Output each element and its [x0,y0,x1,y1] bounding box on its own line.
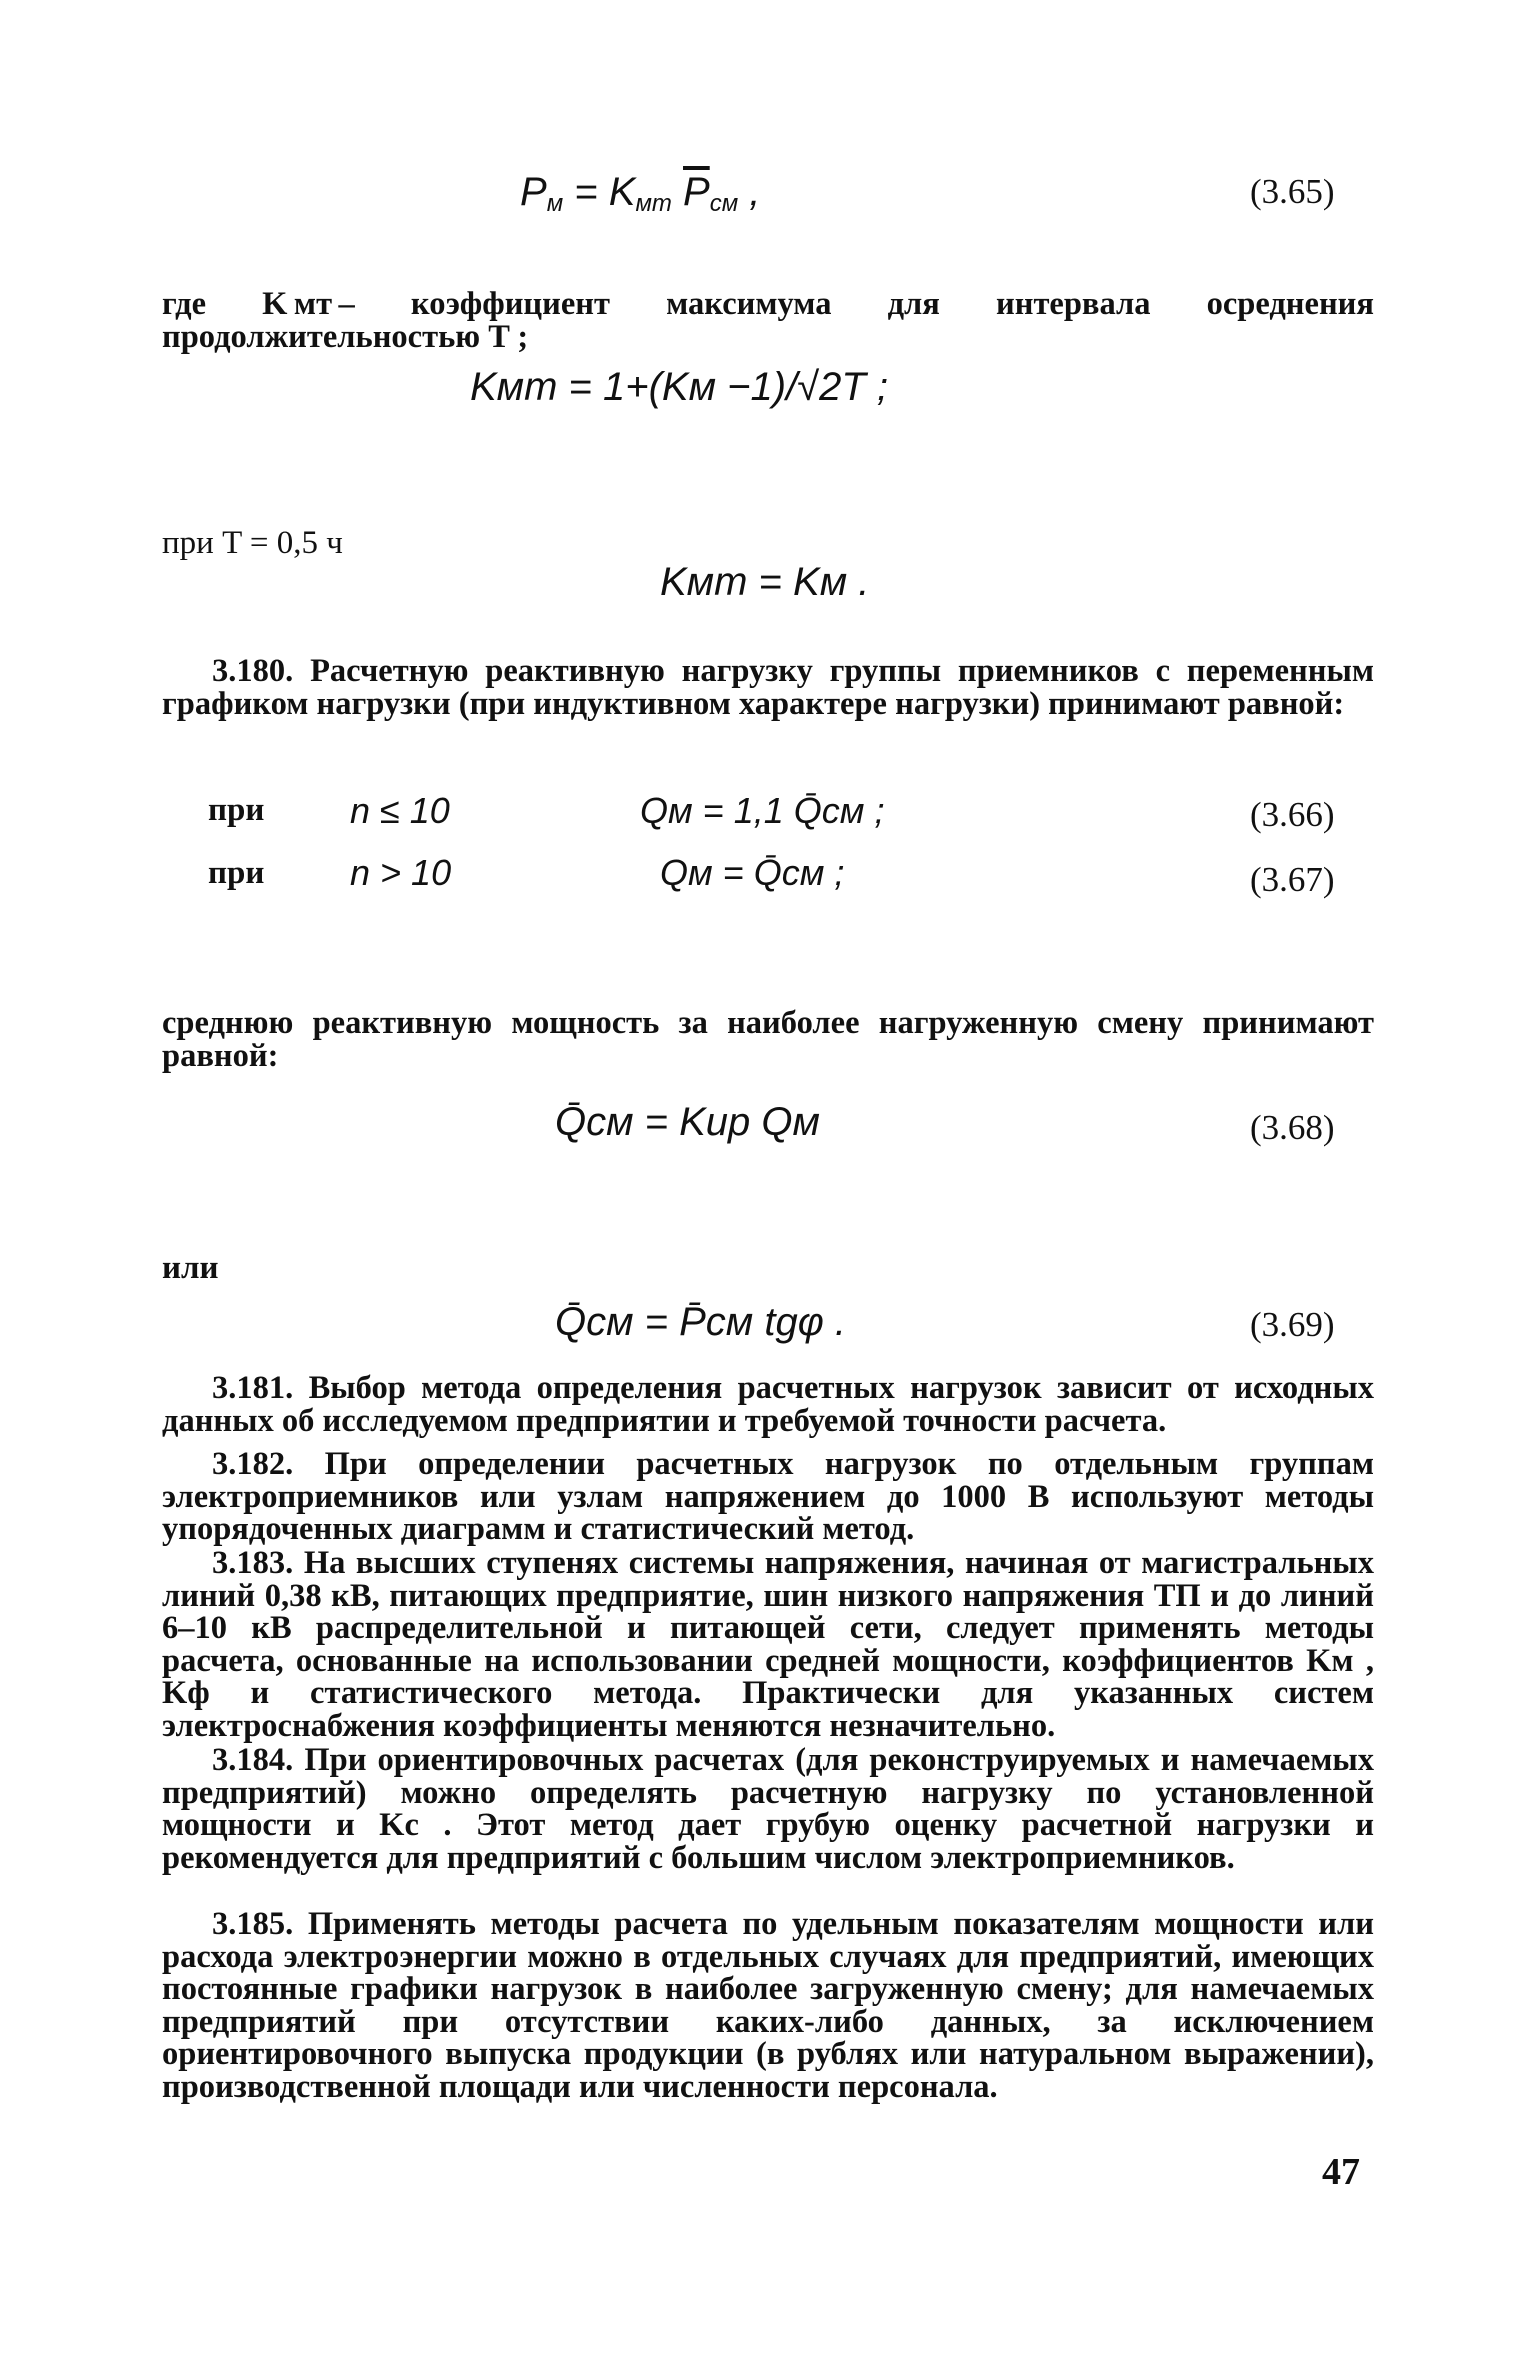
kmt-equals: Kмт = Kм . [660,560,870,604]
paragraph-number: 3.182. [212,1446,294,1482]
eq-subscript: м [546,190,564,217]
paragraph-text: Расчетную реактивную нагрузку группы приемников с переменным графиком нагрузки (при индуктивном характере нагрузки) принимают равной: [162,653,1374,722]
paragraph-3-181 [162,1372,1374,1437]
paragraph-text: На высших ступенях системы напряжения, начиная от магистральных линий 0,38 кВ, питающих предприятие, шин низкого напряжения ТП и до линий 6–10 кВ распределительной и питающей сети, следует применять методы расчета, основанные на использовании средней мощности, коэффициентов Kм , Kф и статистического метода. Практически для указанных систем электроснабжения коэффициенты меняются незначительно. [162,1545,1375,1744]
paragraph-3-185 [162,1908,1374,2104]
eq-symbol: K [608,170,636,214]
eq-subscript: мт [635,190,672,217]
paragraph-3-183 [162,1547,1374,1743]
page-number: 47 [1322,2151,1360,2193]
paragraph-text: При определении расчетных нагрузок по отдельным группам электроприемников или узлам напряжением до 1000 В используют методы упорядоченных диаграмм и статистический метод. [162,1446,1374,1548]
paragraph-number: 3.183. [212,1545,294,1581]
equation-number-3-65: (3.65) [1250,172,1335,211]
eq-3-68-formula: Q̄см = Kир Qм [555,1100,820,1144]
where-text: где K мт – коэффициент максимума для интервала осреднения продолжительностью T ; [162,286,1374,355]
paragraph-3-182 [162,1448,1374,1546]
paragraph-3-184 [162,1744,1374,1874]
paragraph-text: При ориентировочных расчетах (для реконструируемых и намечаемых предприятий) можно определять расчетную нагрузку по установленной мощности и Kс . Этот метод дает грубую оценку расчетной нагрузки и рекомендуется для предприятий с большим числом электроприемников. [162,1742,1375,1876]
eq-3-69-formula: Q̄см = P̄см tgφ . [555,1300,847,1344]
paragraph-text: Выбор метода определения расчетных нагрузок зависит от исходных данных об исследуемом предприятии и требуемой точности расчета. [162,1370,1374,1439]
equation-3-65 [520,170,760,218]
eq-3-66-formula: Qм = 1,1 Q̄см ; [640,790,885,831]
paragraph-text: Применять методы расчета по удельным показателям мощности или расхода электроэнергии можно в отдельных случаях для предприятий, имеющих постоянные графики нагрузок в наиболее загруженную смену; для намечаемых предприятий при отсутствии каких-либо данных, за исключением ориентировочного выпуска продукции (в рублях или натуральном выражении), производственной площади или численности персонала. [162,1906,1374,2105]
equation-number-3-66: (3.66) [1250,795,1335,834]
eq-3-67-pri: при [208,855,265,891]
middle-text: среднюю реактивную мощность за наиболее нагруженную смену принимают равной: [162,1005,1374,1074]
paragraph-number: 3.180. [212,653,294,689]
paragraph-number: 3.185. [212,1906,294,1942]
eq-3-66-pri: при [208,792,265,828]
kmt-formula: Kмт = 1+(Kм −1)/√2T ; [470,365,889,409]
eq-3-67-condition: n > 10 [350,852,452,893]
eq-3-67-formula: Qм = Q̄см ; [660,852,845,893]
paragraph-3-180 [162,655,1374,720]
t-condition: при T = 0,5 ч [162,525,343,561]
eq-symbol: $\overline{P}$ [683,170,710,214]
paragraph-number: 3.184. [212,1742,294,1778]
eq-subscript: см [709,190,739,217]
eq-equals: = [574,170,598,214]
paragraph-number: 3.181. [212,1370,294,1406]
equation-number-3-68: (3.68) [1250,1108,1335,1147]
eq-3-66-condition: n ≤ 10 [350,790,450,831]
equation-number-3-69: (3.69) [1250,1305,1335,1344]
eq-tail: , [749,170,761,214]
equation-number-3-67: (3.67) [1250,860,1335,899]
or-text: или [162,1250,219,1286]
eq-symbol: P [520,170,547,214]
